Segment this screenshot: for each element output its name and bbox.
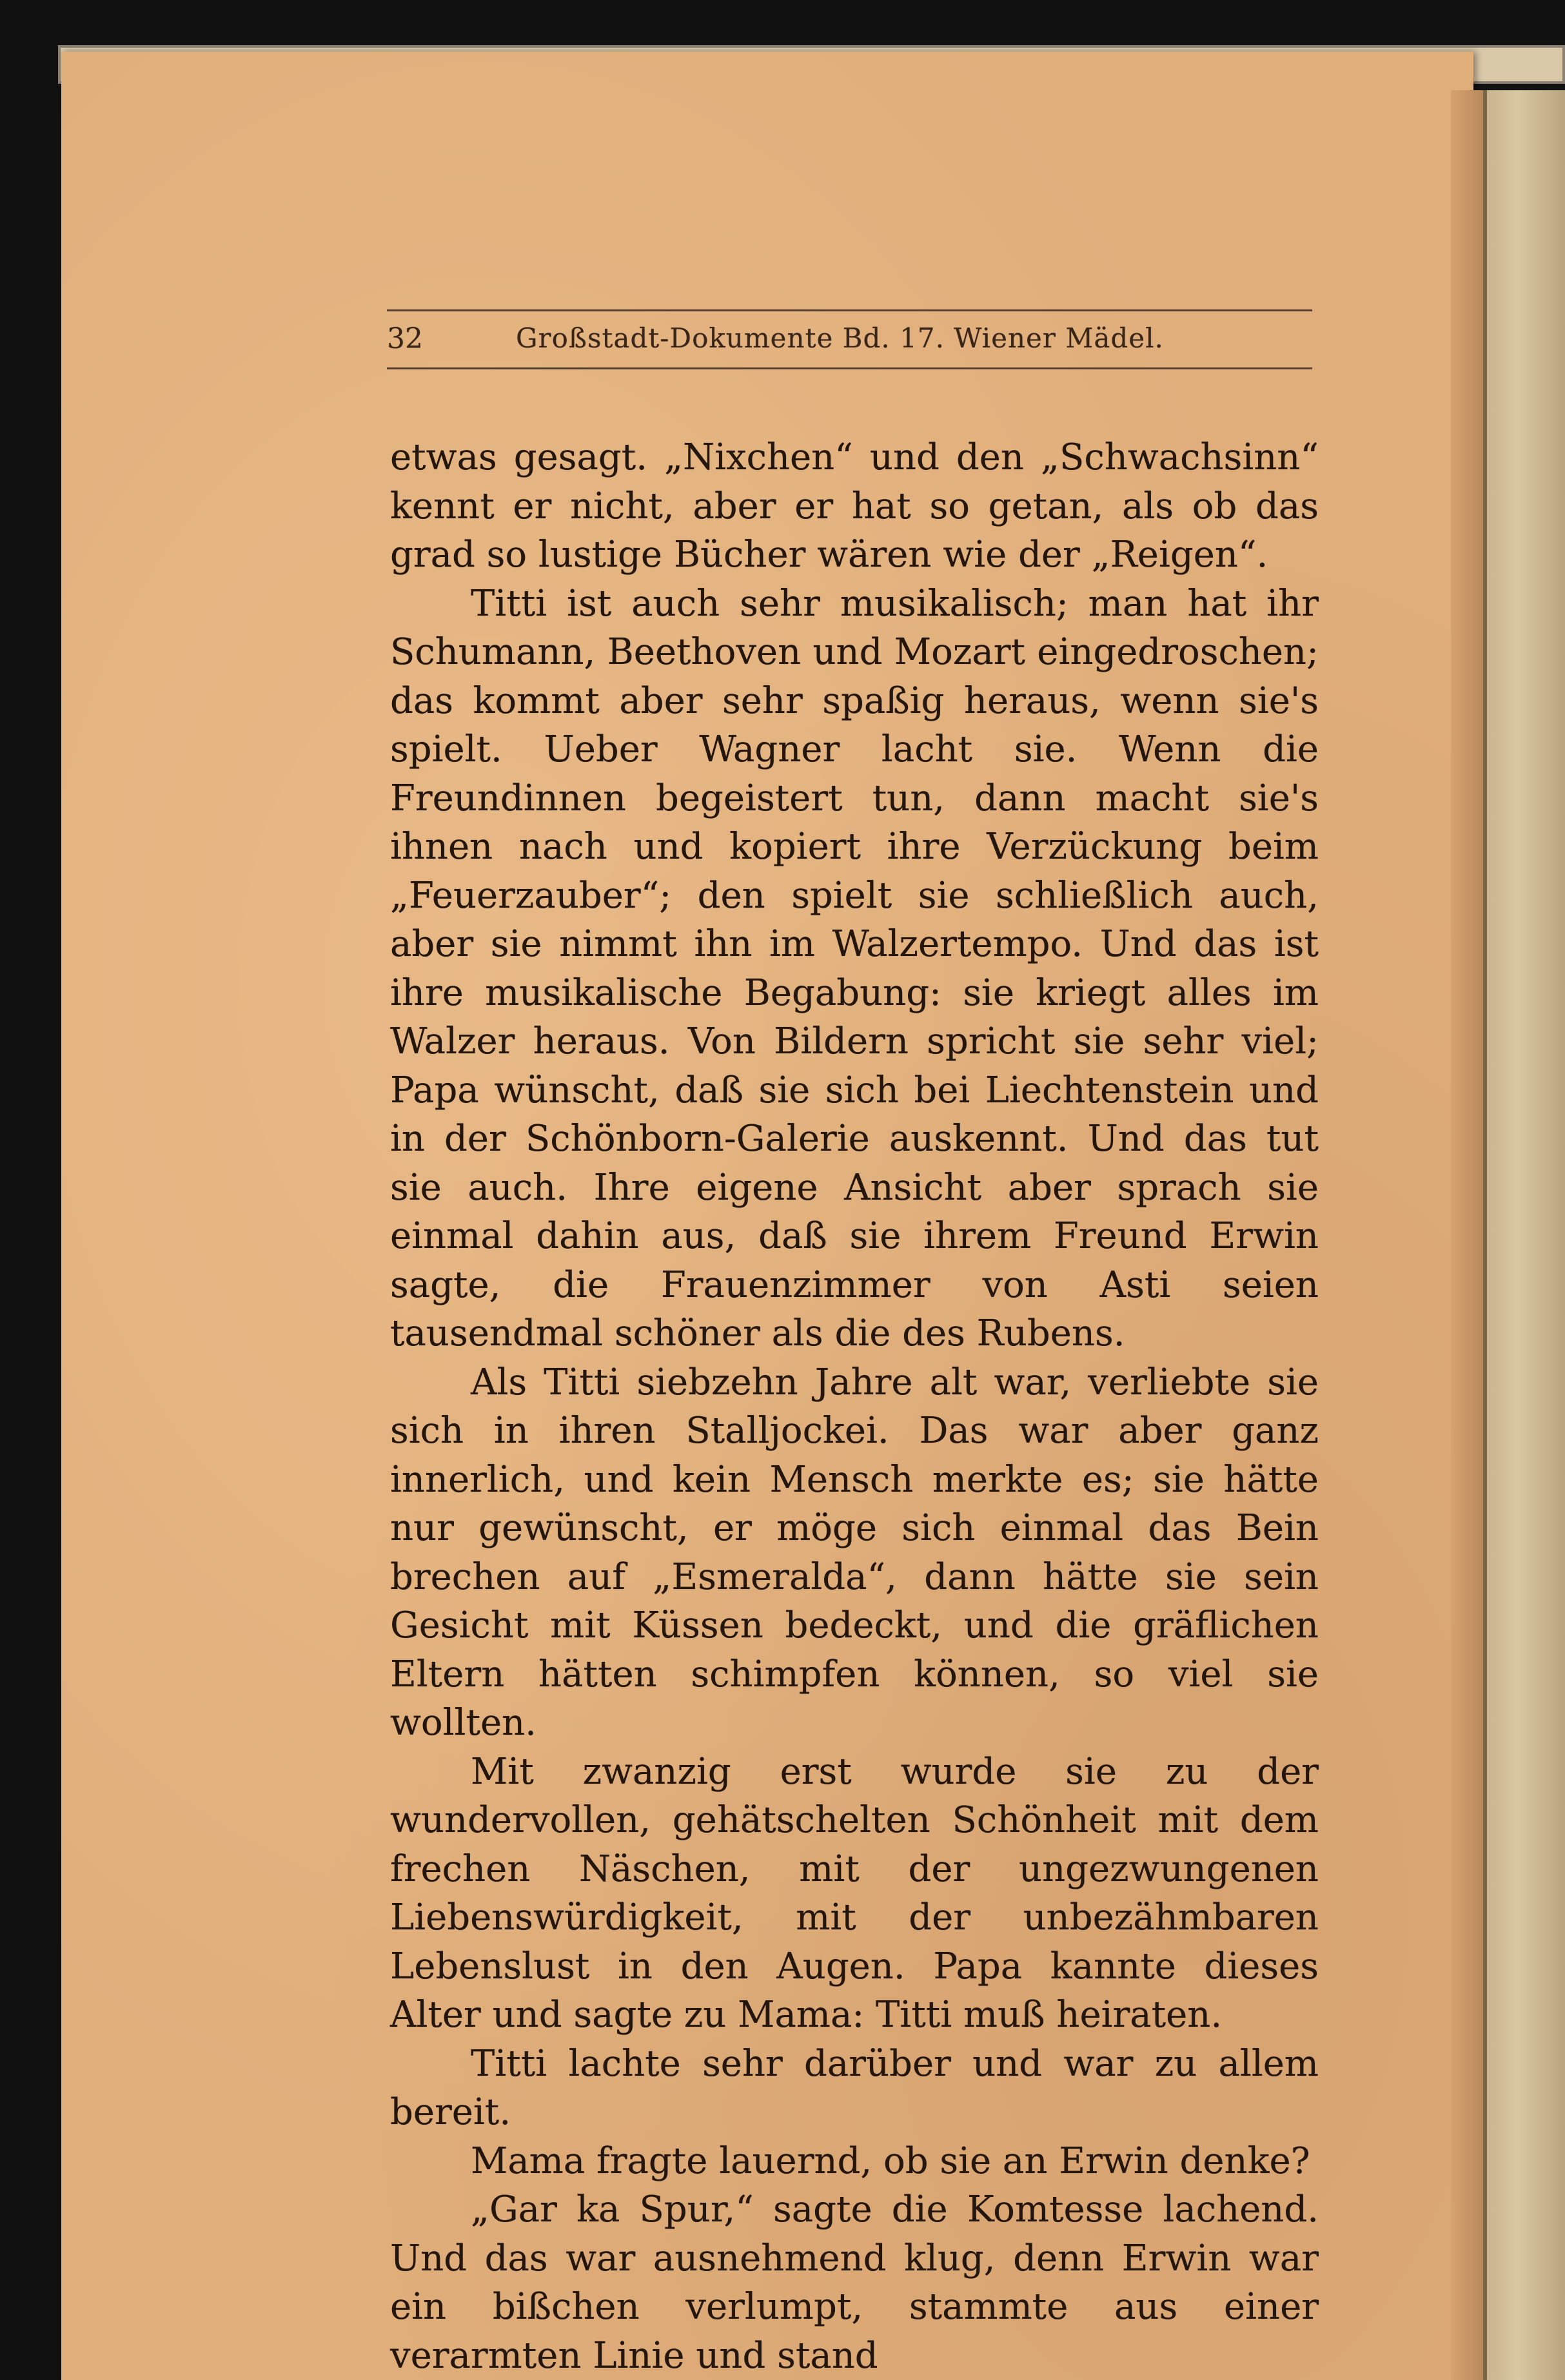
page-gutter-edge bbox=[1451, 90, 1483, 2380]
header-rule-bottom bbox=[387, 367, 1312, 369]
book-cover-right-edge bbox=[1483, 90, 1565, 2380]
paragraph-continuation: etwas gesagt. „Nixchen“ und den „Schwachsinn“ kennt er nicht, aber er hat so getan, als ob das grad so lustige Bücher wären wie der „Reigen“. bbox=[390, 436, 1319, 576]
running-title: Großstadt-Dokumente Bd. 17. Wiener Mädel. bbox=[516, 322, 1164, 354]
paragraph-laughed: Titti lachte sehr darüber und war zu allem bereit. bbox=[390, 2042, 1319, 2133]
paragraph-music: Titti ist auch sehr musikalisch; man hat ihr Schumann, Beethoven und Mozart eingedroschen; das kommt aber sehr spaßig heraus, wenn sie's spielt. Ueber Wagner lacht sie. Wenn die Freundinnen begeistert tun, dann macht sie's ihnen nach und kopiert ihre Verzückung beim „Feuerzauber“; den spielt sie schließlich auch, aber sie nimmt ihn im Walzertempo. Und das ist ihre musikalische Begabung: sie kriegt alles im Walzer heraus. Von Bildern spricht sie sehr viel; Papa wünscht, daß sie sich bei Liechtenstein und in der Schönborn-Galerie auskennt. Und das tut sie auch. Ihre eigene Ansicht aber sprach sie einmal dahin aus, daß sie ihrem Freund Erwin sagte, die Frauenzimmer von Asti seien tausendmal schöner als die des Rubens. bbox=[390, 582, 1319, 1354]
page-number: 32 bbox=[387, 322, 423, 355]
paragraph-stalljockei: Als Titti siebzehn Jahre alt war, verliebte sie sich in ihren Stalljockei. Das war aber ganz innerlich, und kein Mensch merkte es; sie hätte nur gewünscht, er möge sich einmal das Bein brechen auf „Esmeralda“, dann hätte sie sein Gesicht mit Küssen bedeckt, und die gräflichen Eltern hätten schimpfen können, so viel sie wollten. bbox=[390, 1361, 1319, 1744]
paragraph-komtesse: „Gar ka Spur,“ sagte die Komtesse lachend. Und das war ausnehmend klug, denn Erwin war ein bißchen verlumpt, stammte aus einer verarmten Linie und stand bbox=[390, 2189, 1319, 2377]
paragraph-twenty: Mit zwanzig erst wurde sie zu der wundervollen, gehätschelten Schönheit mit dem frechen Näschen, mit der ungezwungenen Liebenswürdigkeit, mit der unbezähmbaren Lebenslust in den Augen. Papa kannte dieses Alter und sagte zu Mama: Titti muß heiraten. bbox=[390, 1750, 1319, 2036]
body-text bbox=[390, 433, 1319, 2380]
running-header bbox=[387, 303, 1312, 406]
header-rule-top bbox=[387, 309, 1312, 311]
paragraph-mama-asked: Mama fragte lauernd, ob sie an Erwin denke? bbox=[471, 2140, 1310, 2182]
